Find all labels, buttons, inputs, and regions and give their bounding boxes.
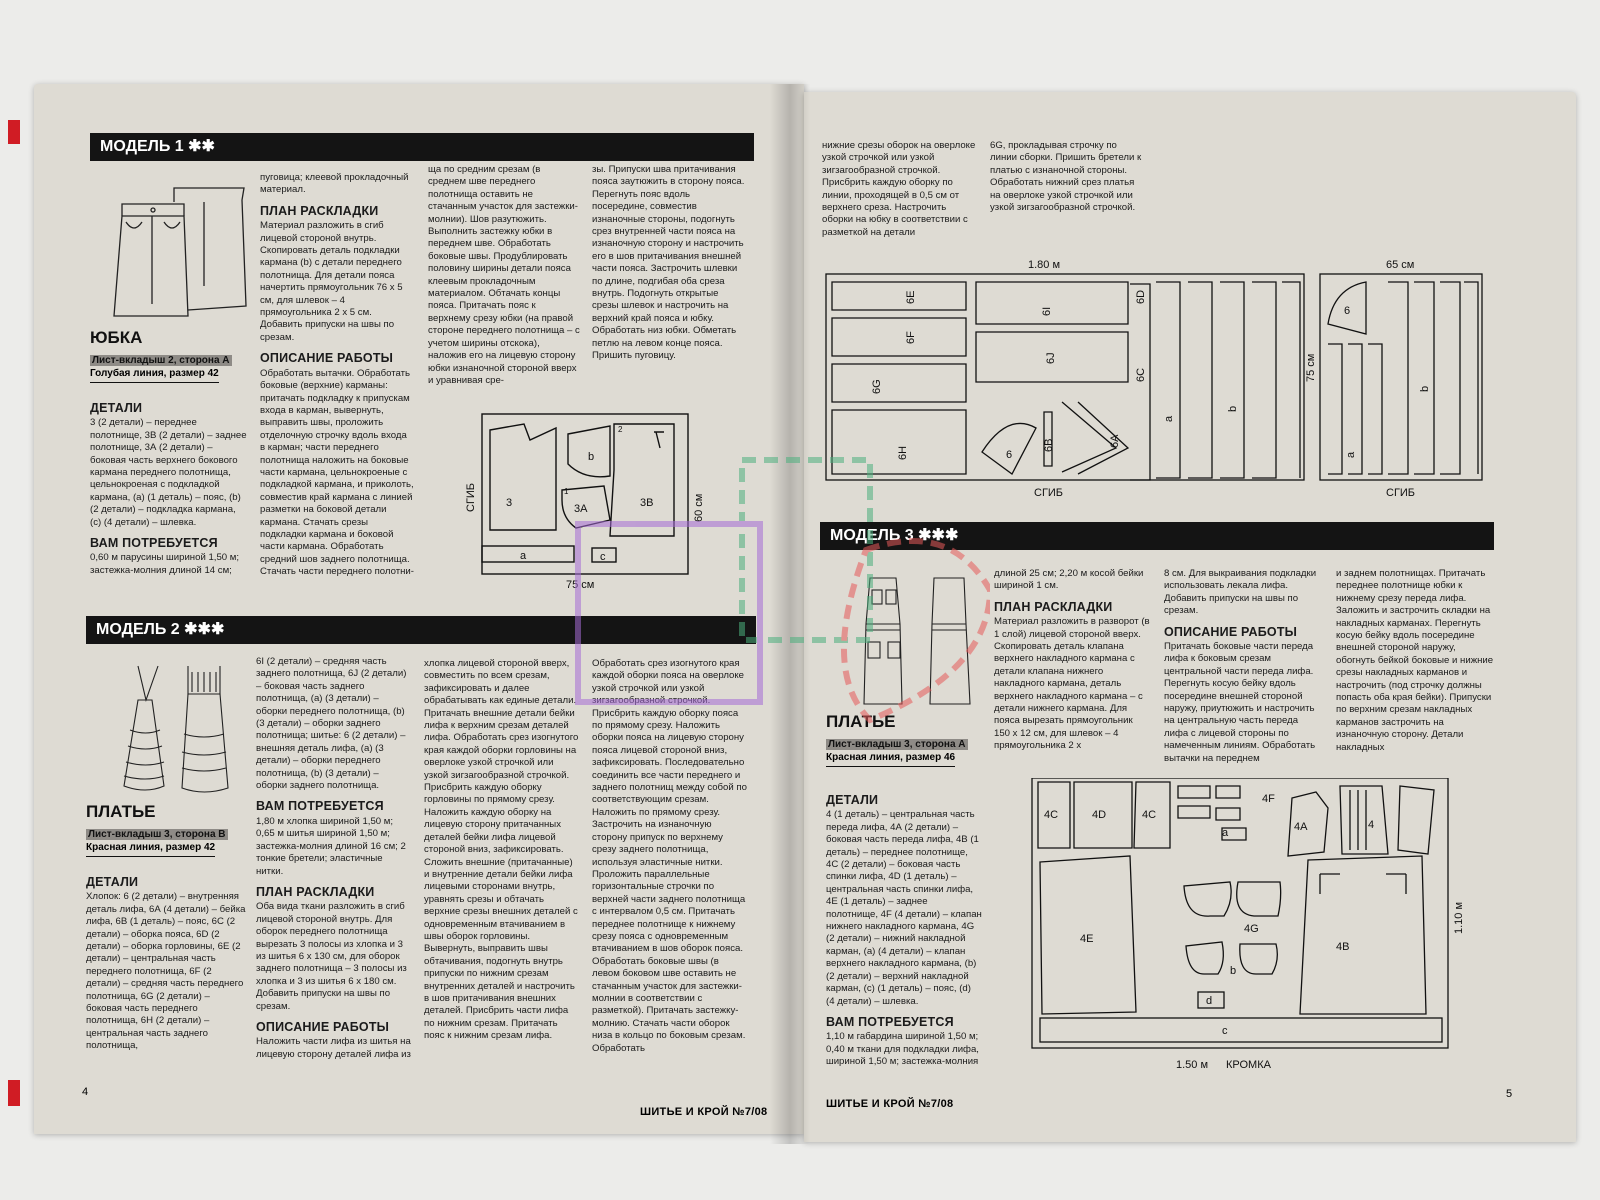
- piece-label: 4A: [1294, 821, 1308, 833]
- details-text: Хлопок: 6 (2 детали) – внутренняя деталь лифа, 6А (4 детали) – бейка лифа, 6В (1 деталь) – пояс, 6С (2 детали) – оборка пояса, 6D (2 детали) – оборка горловины, 6Е (2 детали) – центральная часть переднего полотнища, 6F (2 детали) – средняя часть переднего полотнища, 6G (2 детали) – боковая часть переднего полотнища, 6Н (2 детали) – центральная часть заднего полотнища,: [86, 891, 246, 1052]
- need-heading: ВАМ ПОТРЕБУЕТСЯ: [90, 536, 218, 551]
- need-heading: ВАМ ПОТРЕБУЕТСЯ: [826, 1014, 954, 1029]
- work-text: Притачать боковые части переда лифа к боковым срезам центральной части переда лифа. Перегнуть косую бейку вдоль посередине внешней стороной наружу, приутюжить и настрочить на центральную часть переда лифа с лицевой стороны по намеченным линиям. Обработать вытачки на переднем: [1164, 641, 1316, 764]
- piece-label: 4C: [1044, 809, 1059, 821]
- intro-text: длиной 25 см; 2,20 м косой бейки шириной 1 см.: [994, 568, 1144, 592]
- piece-label: 3А: [574, 503, 588, 515]
- body-text: зы. Припуски шва притачивания пояса заутюжить в сторону пояса. Перегнуть пояс вдоль посередине, совместив изнаночные стороны, подогнуть срез внутренней части пояса на изнаночную сторону и настрочить его в шов притачивания внешней части пояса. Застрочить шлевки по длине, подгибая оба среза внутрь. Подогнуть открытые срезы шлевок и настрочить на верхний край пояса и юбку. Обработать низ юбки. Обметать петлю на левом конце пояса. Пришить пуговицу.: [592, 164, 745, 362]
- magazine-footer: ШИТЬЕ И КРОЙ №7/08: [826, 1098, 954, 1110]
- intro-text: пуговица; клеевой прокладочный материал.: [260, 172, 409, 196]
- need-text: 1,80 м хлопка шириной 1,50 м; 0,65 м шитья шириной 1,50 м; застежка-молния длиной 16 см; 2 тонкие бретели; эластичные нитки.: [256, 815, 406, 877]
- watermark-logo: [570, 440, 990, 760]
- piece-label: 3В: [640, 497, 654, 509]
- model3-col2: [994, 568, 1150, 755]
- piece-label: b: [1419, 385, 1431, 392]
- piece-label: b: [1230, 965, 1237, 977]
- body-text: 6G, прокладывая строчку по линии сборки. Пришить бретели к платью с изнаночной стороны. Обработать нижний срез платья на оверлоке узкой строчкой или узкой зигзагообразной строчкой.: [990, 140, 1142, 214]
- piece-label: b: [1227, 405, 1239, 412]
- dress-sketch: [116, 660, 236, 800]
- insert-sheet: Лист-вкладыш 2, сторона А: [92, 355, 230, 366]
- work-text: Обработать вытачки. Обработать боковые (верхние) карманы: притачать подкладку к припускам входа в карман, вывернуть, выправить швы, проложить отделочную строчку вдоль входа в карман; части переднего полотнища наложить на боковые части кармана, цельнокроеные с подкладкой кармана, и приколоть, совместив край кармана с линией разметки на боковой детали кармана. Стачать срезы подкладки кармана и боковой части кармана. Обработать средний шов заднего полотнища. Стачать части переднего полотни-: [260, 367, 414, 578]
- piece-number: 2: [618, 425, 623, 434]
- model3-layout-diagram: [1026, 778, 1470, 1078]
- model1-insert: [90, 354, 240, 383]
- plan-heading: ПЛАН РАСКЛАДКИ: [994, 599, 1113, 614]
- model3-title: ПЛАТЬЕ: [826, 712, 896, 731]
- details-text: 6I (2 детали) – средняя часть заднего полотнища, 6J (2 детали) – боковая часть заднего полотнища, (а) (3 детали) – оборки переднего полотнища, (b) (3 детали) – оборки заднего полотнища; шитье: 6 (2 детали) – внешняя деталь лифа, (а) (3 детали) – оборки переднего полотнища, (b) (3 детали) – оборки заднего полотнища.: [256, 656, 407, 792]
- details-heading: ДЕТАЛИ: [90, 401, 143, 415]
- model3-header: МОДЕЛЬ 3 ✱✱✱: [820, 522, 1494, 550]
- piece-label: 6A: [1109, 434, 1121, 448]
- fold-label: СГИБ: [1034, 487, 1064, 499]
- work-heading: ОПИСАНИЕ РАБОТЫ: [256, 1019, 390, 1034]
- width-label: 1.50 м: [1176, 1059, 1209, 1071]
- body-text: хлопка лицевой стороной вверх, совместить по всем срезам, зафиксировать и далее обрабатывать как единые детали. Притачать внешние детали бейки лифа к верхним срезам деталей лифа. Обработать срез изогнутого края каждой оборки горловины на оверлоке узкой строчкой или узкой зигзагообразной строчкой. Присбрить каждую оборку горловины по прямому срезу. Наложить каждую оборку на лицевую сторону притачанных деталей бейки лифа лицевой стороной вниз, зафиксировать. Сложить внешние (притачанные) и внутренние детали бейки лифа лицевыми сторонами внутрь, уравнять срезы и обтачать верхние срезы внешних деталей с одновременным втачиванием в швы оборок горловины. Вывернуть, выправить швы обтачивания, подогнуть внутрь припуски по нижним срезам внутренних деталей и настрочить в шов притачивания внешних деталей. Присбрить части лифа по нижним срезам. Притачать пояс к нижним срезам лифа.: [424, 658, 579, 1042]
- details-heading: ДЕТАЛИ: [86, 875, 139, 889]
- plan-text: Материал разложить в сгиб лицевой стороной внутрь. Скопировать деталь подкладки кармана (b) с детали переднего полотнища. Для детали пояса начертить прямоугольник 76 х 5 см, для шлевок – 4 прямоугольника 2 х 5 см. Добавить припуски на швы по срезам.: [260, 220, 403, 343]
- model1-col4: [592, 164, 746, 365]
- piece-label: 4F: [1262, 793, 1275, 805]
- insert-sheet: Лист-вкладыш 3, сторона А: [828, 739, 966, 750]
- line-size: Красная линия, размер 42: [86, 841, 215, 857]
- model2-col3: [424, 658, 580, 1045]
- need-text: 1,10 м габардина шириной 1,50 м; 0,40 м ткани для подкладки лифа, шириной 1,50 м; застежка-молния: [826, 1031, 979, 1068]
- piece-label: 4D: [1092, 809, 1107, 821]
- height-label: 1.10 м: [1453, 901, 1465, 934]
- dress-layout-diagram-2: [1304, 252, 1494, 502]
- right-top-col1: [822, 140, 976, 241]
- body-text: и заднем полотнищах. Притачать переднее полотнище юбки к нижнему срезу переда лифа. Заложить и застрочить складки на накладных карманах. Перегнуть косую бейку вдоль посередине внешней стороной наружу, обогнуть бейкой боковые и нижние срезы накладных карманов и настрочить (под строчку должны попасть оба края бейки). Припуски по верхним срезам накладных карманов застрочить на изнаночную сторону. Детали накладных: [1336, 568, 1494, 753]
- work-text: Наложить части лифа из шитья на лицевую сторону деталей лифа из: [256, 1036, 411, 1060]
- model2-title: ПЛАТЬЕ: [86, 802, 156, 821]
- page-number: 5: [1506, 1088, 1513, 1100]
- body-text: Обработать срез изогнутого края каждой оборки пояса на оверлоке узкой строчкой или узкой зигзагообразной строчкой. Присбрить каждую оборку пояса по прямому срезу. Наложить оборки пояса на лицевую сторону пояса лицевой стороной вниз, зафиксировать. Последовательно соединить все части переднего и заднего полотнищ между собой по соответствующим срезам. Наложить по прямому срезу. Застрочить на изнаночную сторону припуск по верхнему срезу заднего полотнища, используя эластичные нитки. Проложить параллельные горизонтальные строчки по верхней части заднего полотнища с интервалом 0,5 см. Притачать переднее полотнище к нижнему срезу пояса с одновременным втачиванием в шов оборок пояса. Обработать боковые швы (в левом боковом шве оставить не стачанным участок для застежки-молнии в соответствии с разметкой). Притачать застежку-молнию. Стачать части оборок низа в кольцо по боковым срезам. Обработать: [592, 658, 747, 1054]
- model1-header: МОДЕЛЬ 1 ✱✱: [90, 133, 754, 161]
- model1-col3: [428, 164, 580, 389]
- work-heading: ОПИСАНИЕ РАБОТЫ: [260, 351, 394, 366]
- piece-label: 6C: [1135, 367, 1147, 382]
- piece-label: 6B: [1043, 438, 1055, 452]
- width-label: 65 см: [1386, 259, 1415, 271]
- piece-label: a: [1222, 827, 1229, 839]
- piece-label: 6D: [1135, 289, 1147, 304]
- piece-label: 6I: [1041, 306, 1053, 316]
- piece-label: 6H: [897, 445, 909, 460]
- line-size: Голубая линия, размер 42: [90, 367, 219, 383]
- work-heading: ОПИСАНИЕ РАБОТЫ: [1164, 624, 1298, 639]
- body-text: ща по средним срезам (в среднем шве переднего полотнища оставить не стачанным участок для застежки-молнии). Шов разутюжить. Выполнить застежку юбки в переднем шве. Обработать боковые швы. Продублировать половину ширины детали пояса клеевым прокладочным материалом. Обтачать концы пояса. Притачать пояс к верхнему срезу юбки (на правой стороне переднего полотнища – с учетом ширины отскока), наложив его на лицевую сторону юбки изнаночной стороной вверх и уравнивая сре-: [428, 164, 580, 386]
- right-top-col2: [990, 140, 1146, 216]
- fold-label: СГИБ: [465, 482, 477, 512]
- line-size: Красная линия, размер 46: [826, 751, 955, 767]
- model2-col2: [256, 656, 412, 1063]
- piece-label: d: [1206, 995, 1213, 1007]
- piece-label: 3: [506, 497, 513, 509]
- piece-label: 4B: [1336, 941, 1350, 953]
- skirt-sketch: [104, 186, 254, 326]
- height-label: 75 см: [1305, 353, 1317, 382]
- piece-number: 1: [564, 487, 569, 496]
- model3-col3: [1164, 568, 1324, 767]
- piece-label: a: [1345, 451, 1357, 458]
- details-text: 4 (1 деталь) – центральная часть переда лифа, 4А (2 детали) – боковая часть переда лифа, 4В (1 деталь) – переднее полотнище, 4С (2 детали) – боковая часть спинки лифа, 4D (1 деталь) – центральная часть спинки лифа, 4Е (1 деталь) – заднее полотнище, 4F (4 детали) – клапан нижнего накладного кармана, 4G (2 детали) – нижний накладной карман, (а) (4 детали) – клапан верхнего накладного кармана, (b) (2 детали) – верхний накладной карман, (с) (1 деталь) – пояс, (d) (4 детали) – шлевка.: [826, 809, 982, 1007]
- edge-label: КРОМКА: [1226, 1059, 1271, 1071]
- piece-label: 4G: [1244, 923, 1259, 935]
- details-heading: ДЕТАЛИ: [826, 793, 879, 807]
- need-heading: ВАМ ПОТРЕБУЕТСЯ: [256, 799, 384, 814]
- height-label: 60 см: [693, 493, 705, 522]
- model1-col2: [260, 172, 414, 581]
- insert-sheet: Лист-вкладыш 3, сторона В: [88, 829, 226, 840]
- fold-label: СГИБ: [1386, 487, 1416, 499]
- model2-header: МОДЕЛЬ 2 ✱✱✱: [86, 616, 756, 644]
- page-number: 4: [82, 1086, 89, 1098]
- plan-text: Материал разложить в разворот (в 1 слой) лицевой стороной вверх. Скопировать деталь клапана верхнего накладного кармана с детали клапана нижнего накладного кармана, деталь верхнего накладного кармана – с детали нижнего кармана. Для пояса вырезать прямоугольник 150 х 12 см, для шлевок – 4 прямоугольника 2 х: [994, 616, 1150, 752]
- piece-label: c: [1222, 1025, 1228, 1037]
- piece-label: a: [1163, 415, 1175, 422]
- model1-title: ЮБКА: [90, 328, 143, 347]
- magazine-footer: ШИТЬЕ И КРОЙ №7/08: [640, 1106, 768, 1118]
- model2-col1: [86, 868, 246, 1055]
- intro-text: 8 см. Для выкраивания подкладки использовать лекала лифа. Добавить припуски на швы по срезам.: [1164, 568, 1317, 617]
- width-label: 75 см: [566, 579, 595, 590]
- need-text: 0,60 м парусины шириной 1,50 м; застежка-молния длиной 14 см;: [90, 552, 240, 576]
- piece-label: c: [600, 551, 606, 563]
- model3-col1: [826, 786, 982, 1071]
- piece-label: 4C: [1142, 809, 1157, 821]
- piece-label: 6J: [1045, 352, 1057, 364]
- piece-label: 6E: [905, 290, 917, 304]
- piece-label: a: [520, 550, 527, 562]
- book-edge-mark: [8, 1080, 20, 1106]
- piece-label: 6G: [871, 379, 883, 394]
- details-text: 3 (2 детали) – переднее полотнище, 3В (2 детали) – заднее полотнище, 3А (2 детали) – боковая часть верхнего бокового кармана переднего полотнища, цельнокроеная с подкладкой кармана, (а) (1 деталь) – пояс, (b) (2 детали) – подкладка кармана, (с) (4 детали) – шлевка.: [90, 417, 247, 528]
- piece-label: 6: [1344, 305, 1351, 317]
- model3-col4: [1336, 568, 1494, 756]
- model1-col1: [90, 394, 248, 579]
- plan-heading: ПЛАН РАСКЛАДКИ: [260, 203, 379, 218]
- piece-label: b: [588, 451, 595, 463]
- body-text: нижние срезы оборок на оверлоке узкой строчкой или узкой зигзагообразной строчкой. Присбрить каждую оборку по линии, проходящей в 0,5 см от верхнего среза. Настрочить оборки на юбку в соответствии с разметкой на детали: [822, 140, 976, 238]
- model2-insert: [86, 828, 246, 857]
- plan-heading: ПЛАН РАСКЛАДКИ: [256, 884, 375, 899]
- piece-label: 4: [1368, 819, 1375, 831]
- width-label: 1.80 м: [1028, 259, 1061, 271]
- piece-label: 4E: [1080, 933, 1094, 945]
- piece-label: 6: [1006, 449, 1013, 461]
- book-edge-mark: [8, 120, 20, 144]
- plan-text: Оба вида ткани разложить в сгиб лицевой стороной внутрь. Для оборок переднего полотнища вырезать 3 полосы из хлопка и 3 из шитья 6 х 130 см, для оборок заднего полотнища – 3 полосы из хлопка и 3 из шитья 6 х 180 см. Добавить припуски на швы по срезам.: [256, 901, 407, 1012]
- piece-label: 6F: [905, 331, 917, 344]
